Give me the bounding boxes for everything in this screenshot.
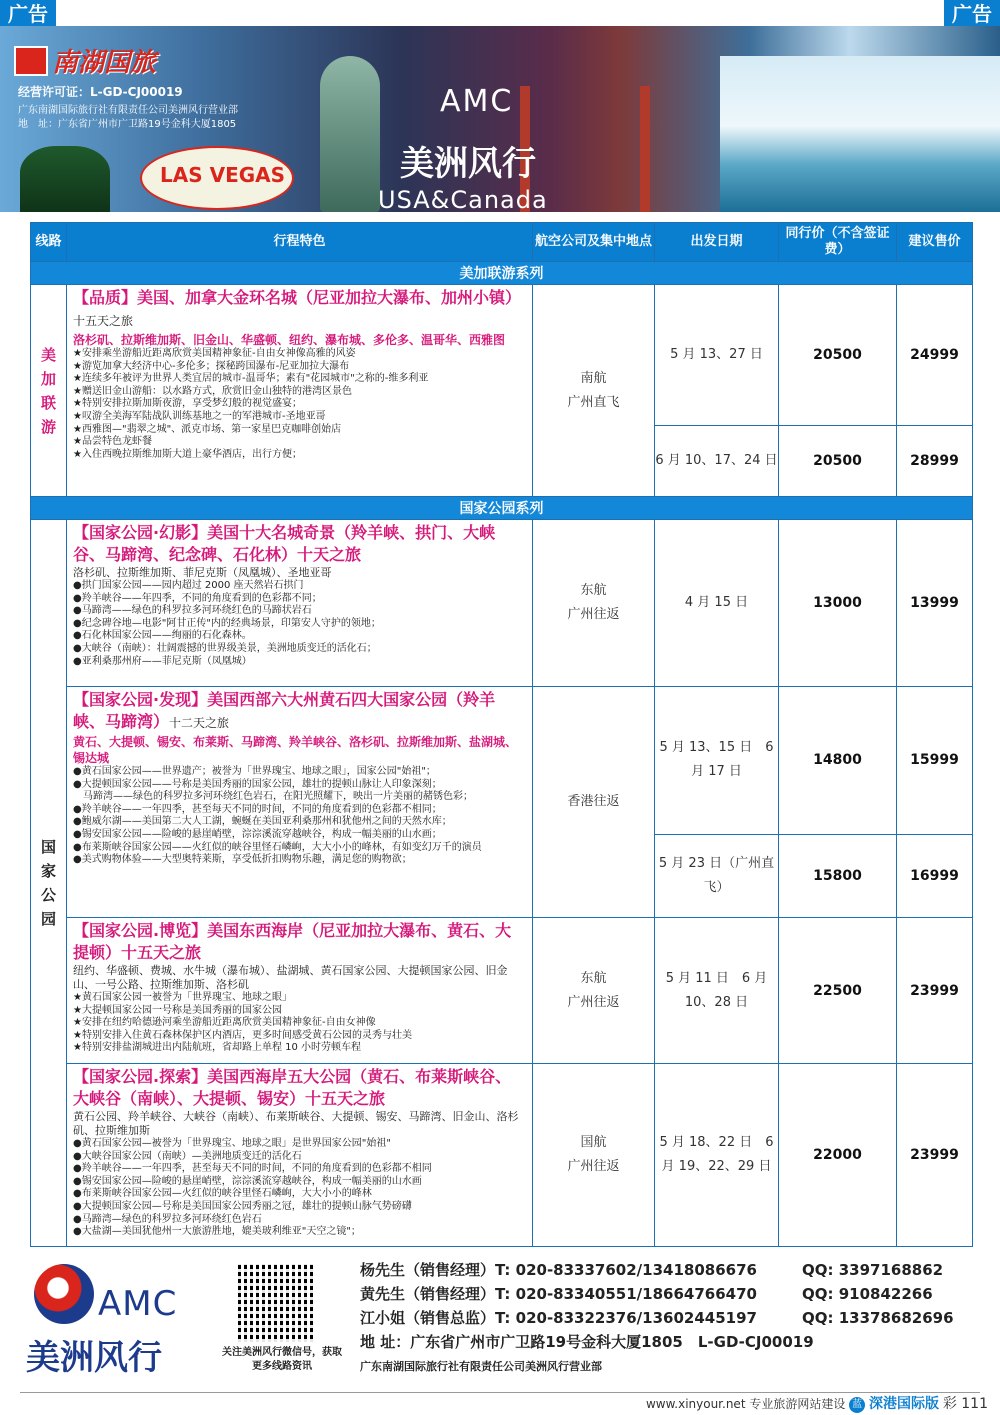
trip-bullet: ●美式购物体验——大型奥特莱斯，享受低折扣购物乐趣，满足您的购物欲；: [73, 854, 412, 866]
ad-label-right: 广告: [944, 0, 1000, 28]
sale-price: 24999: [897, 285, 973, 426]
header-route: 线路: [31, 223, 67, 262]
trip-bullet: ●羚羊峡谷——年四季，不同的角度看到的色彩都不同；: [73, 592, 322, 604]
trip-bullets: [73, 580, 526, 668]
route-cell: 美加联游: [31, 285, 67, 497]
footer-company: 广东南湖国际旅行社有限责任公司美洲风行营业部: [360, 1360, 602, 1373]
trip-bullets: [73, 1138, 526, 1239]
trip-bullet: ●亚利桑那州府——菲尼克斯（凤凰城）: [73, 655, 252, 667]
header-airline: 航空公司及集中地点: [533, 223, 655, 262]
amc-logo-text: AMC: [440, 84, 514, 119]
trip-bullets: [73, 992, 526, 1055]
amc-footer-text: AMC: [98, 1284, 178, 1324]
peer-price: 13000: [779, 520, 897, 687]
trip-bullet: ★特别安排盐湖城进出内陆航班，省却路上单程 10 小时劳顿车程: [73, 1042, 362, 1054]
trip-bullet: ●羚羊峡谷——一年四季，甚至每天不同的时间，不同的角度看到的色彩都不相同: [73, 1163, 432, 1175]
trip-bullet: ★叹游全美海军陆战队训练基地之一的军港城市-圣地亚哥: [73, 410, 326, 422]
trip-bullet: ●锡安国家公园——险峻的悬崖峭壁，淙淙溪流穿越峡谷，构成一幅美丽的山水画；: [73, 828, 442, 840]
series-title: 美加联游系列: [31, 262, 973, 285]
trip-bullet: ★品尝特色龙虾餐: [73, 436, 152, 448]
header-banner: [0, 26, 1000, 212]
contact-row: 江小姐（销售总监）T: 020-83322376/13602445197 QQ: 13378682696: [360, 1309, 954, 1327]
departure-date: 6 月 10、17、24 日: [655, 425, 779, 496]
departure-date: 5 月 13、27 日: [655, 285, 779, 426]
peer-price: 20500: [779, 425, 897, 496]
wechat-qr-code[interactable]: [238, 1264, 316, 1342]
table-row: [31, 687, 973, 835]
table-row: [31, 1064, 973, 1247]
trip-bullet: ●大提顿国家公园——号称是美国秀丽的国家公园，雄壮的提顿山脉让人印象深刻；: [73, 778, 442, 790]
trip-bullets: [73, 348, 526, 461]
sale-price: 16999: [897, 834, 973, 917]
trip-features: [67, 1064, 533, 1247]
edition-name: 深港国际版: [869, 1396, 939, 1412]
page-footer: [646, 1395, 988, 1413]
trip-features: [67, 285, 533, 497]
departure-date: 5 月 13、15 日 6 月 17 日: [655, 687, 779, 835]
qr-caption: 关注美洲风行微信号，获取更多线路资讯: [222, 1347, 342, 1372]
contact-footer: [0, 1250, 1000, 1390]
peer-price: 15800: [779, 834, 897, 917]
peer-price: 22500: [779, 918, 897, 1064]
las-vegas-text: LAS VEGAS: [160, 163, 286, 187]
nanhu-logo-icon: [14, 46, 48, 76]
airline-cell: 南航 广州直飞: [533, 285, 655, 497]
trip-bullet: ●大峡谷国家公园（南峡）—美洲地质变迁的活化石: [73, 1150, 302, 1162]
series-title: 国家公园系列: [31, 497, 973, 520]
trip-bullet: ★入住西晚拉斯维加斯大道上豪华酒店，出行方便；: [73, 448, 302, 460]
trip-bullet: ★黄石国家公园一被誉为「世界瑰宝、地球之眼」: [73, 992, 292, 1003]
amc-footer-chinese: 美洲风行: [26, 1338, 162, 1378]
niagara-falls-image: [720, 56, 1000, 212]
trip-bullet: ●布莱斯峡谷国家公园—火红似的峡谷里怪石嶙峋，大大小小的峰林: [73, 1188, 372, 1200]
peer-price: 14800: [779, 687, 897, 835]
trip-title: 【国家公园·幻影】美国十大名城奇景（羚羊峡、拱门、大峡谷、马蹄湾、纪念碑、石化林）十天之旅: [73, 523, 496, 564]
series-row-us-canada: [31, 262, 973, 285]
trip-bullet: ●石化林国家公园——绚丽的石化森林。: [73, 630, 252, 642]
bottom-divider: [20, 1392, 980, 1393]
lan-badge-icon: 蓝: [849, 1397, 865, 1413]
trip-bullet: ●布莱斯峡谷国家公园——火红似的峡谷里怪石嶙峋，大大小小的峰林，有如变幻万千的演员: [73, 841, 482, 853]
banner-company: 广东南湖国际旅行社有限责任公司美洲风行营业部: [18, 105, 238, 116]
trip-bullet: ●鲍威尔湖——美国第二大人工湖，蜿蜒在美国亚利桑那州和犹他州之间的天然水库；: [73, 816, 452, 828]
trip-bullet: ★大提顿国家公园一号称是美国秀丽的国家公园: [73, 1004, 282, 1016]
contact-list: [360, 1258, 980, 1374]
nanhu-logo: [14, 40, 164, 78]
departure-date: 5 月 23 日（广州直飞）: [655, 834, 779, 917]
airline-cell: 国航 广州往返: [533, 1064, 655, 1247]
trip-cities: 洛杉矶、拉斯维加斯、菲尼克斯（凤凰城）、圣地亚哥: [73, 566, 332, 579]
sale-price: 13999: [897, 520, 973, 687]
airline-cell: 香港往返: [533, 687, 655, 918]
departure-date: 4 月 15 日: [655, 520, 779, 687]
page-number: 彩 111: [942, 1396, 988, 1412]
trip-bullet: ●纪念碑谷地—电影"阿甘正传"内的经典场景，印第安人守护的领地；: [73, 617, 381, 629]
trip-bullet: ★赠送旧金山游船：以水路方式，欣赏旧金山独特的港湾区景色: [73, 385, 352, 397]
sale-price: 15999: [897, 687, 973, 835]
table-header-row: [31, 223, 973, 262]
airline-cell: 东航 广州往返: [533, 520, 655, 687]
trip-bullet: ★特别安排入住黄石森林保护区内酒店，更多时间感受黄石公园的灵秀与壮美: [73, 1029, 412, 1041]
amc-emblem-icon: [34, 1264, 94, 1324]
table-row: [31, 520, 973, 687]
trip-features: [67, 687, 533, 918]
trip-title: 【国家公园.探索】美国西海岸五大公园（黄石、布莱斯峡谷、大峡谷（南峡）、大提顿、锡安）十五天之旅: [73, 1067, 512, 1108]
trip-bullet: ●大峡谷（南峡）：壮阔震撼的世界级美景，美洲地质变迁的活化石；: [73, 642, 377, 654]
contact-row: 黄先生（销售经理）T: 020-83340551/18664766470 QQ: 910842266: [360, 1285, 933, 1303]
trip-features: [67, 520, 533, 687]
airline-cell: 东航 广州往返: [533, 918, 655, 1064]
website-link[interactable]: www.xinyour.net 专业旅游网站建设: [645, 1397, 846, 1411]
trip-title: 【国家公园.博览】美国东西海岸（尼亚加拉大瀑布、黄石、大提顿）十五天之旅: [73, 921, 512, 962]
departure-date: 5 月 11 日 6 月 10、28 日: [655, 918, 779, 1064]
header-date: 出发日期: [655, 223, 779, 262]
nanhu-brand: 南湖国旅: [52, 48, 157, 78]
trip-bullets: [73, 766, 526, 867]
trip-title: 【品质】美国、加拿大金环名城（尼亚加拉大瀑布、加州小镇）十五天之旅: [73, 288, 522, 328]
trip-bullet: ●黄石国家公园——世界遗产；被誉为「世界瑰宝、地球之眼」，国家公园"始祖"；: [73, 766, 436, 777]
departure-date: 5 月 18、22 日 6 月 19、22、29 日: [655, 1064, 779, 1247]
trip-cities: 洛杉矶、拉斯维加斯、旧金山、华盛顿、纽约、瀑布城、多伦多、温哥华、西雅图: [73, 333, 506, 347]
table-row: [31, 285, 973, 426]
ad-label-left: 广告: [0, 0, 56, 28]
table-row: [31, 918, 973, 1064]
trip-cities: 黄石公园、羚羊峡谷、大峡谷（南峡）、布莱斯峡谷、大提顿、锡安、马蹄湾、旧金山、洛杉矶、拉斯维加斯: [73, 1110, 519, 1137]
trip-features: [67, 918, 533, 1064]
header-peer-price: 同行价（不含签证费）: [779, 223, 897, 262]
contact-address: 地 址：广东省广州市广卫路19号金科大厦1805 L-GD-CJ00019: [360, 1333, 814, 1351]
statue-of-liberty-image: [320, 56, 380, 212]
trip-bullet: ★西雅图—"翡翠之城"、派克市场、第一家星巴克咖啡创始店: [73, 423, 342, 435]
palm-trees-image: [20, 146, 110, 212]
trip-bullet: ●大提顿国家公园—号称是美国国家公园秀丽之冠，雄壮的提顿山脉气势磅礴: [73, 1200, 412, 1212]
amc-footer-logo: [20, 1258, 210, 1378]
trip-bullet: ●锡安国家公园—险峻的悬崖峭壁，淙淙溪流穿越峡谷，构成一幅美丽的山水画: [73, 1175, 422, 1187]
sale-price: 28999: [897, 425, 973, 496]
peer-price: 20500: [779, 285, 897, 426]
amc-chinese-name: 美洲风行: [400, 144, 536, 184]
sale-price: 23999: [897, 1064, 973, 1247]
banner-address: 地 址：广东省广州市广卫路19号金科大厦1805: [18, 119, 237, 130]
trip-bullet: ●黄石国家公园—被誉为「世界瑰宝、地球之眼」是世界国家公园"始祖": [73, 1138, 391, 1149]
banner-company-info: [18, 104, 298, 132]
trip-bullet: ●拱门国家公园——园内超过 2000 座天然岩石拱门: [73, 580, 304, 591]
header-sale-price: 建议售价: [897, 223, 973, 262]
trip-cities: 纽约、华盛顿、费城、水牛城（瀑布城）、盐湖城、黄石国家公园、大提顿国家公园、旧金山、一号公路、拉斯维加斯、洛杉矶: [73, 964, 508, 991]
trip-bullet: ★连续多年被评为世界人类宜居的城市-温哥华；素有"花园城市"之称的-维多利亚: [73, 373, 429, 385]
trip-bullet: 马蹄湾——绿色的科罗拉多河环绕红色岩石，在阳光照耀下，映出一片美丽的赭锈色彩；: [73, 791, 473, 803]
trip-bullet: ★安排在纽约哈德逊河乘坐游船近距离欣赏美国精神象征-自由女神像: [73, 1017, 376, 1029]
header-features: 行程特色: [67, 223, 533, 262]
series-row-national-park: [31, 497, 973, 520]
trip-cities: 黄石、大提顿、锡安、布莱斯、马蹄湾、羚羊峡谷、洛杉矶、拉斯维加斯、盐湖城、锡达城: [73, 735, 518, 765]
trip-title: 【国家公园·发现】美国西部六大州黄石四大国家公园（羚羊峡、马蹄湾）十二天之旅: [73, 690, 496, 731]
trip-bullet: ★游览加拿大经济中心-多伦多；探秘跨国瀑布-尼亚加拉大瀑布: [73, 360, 350, 372]
trip-bullet: ★特别安排拉斯加斯夜游，享受梦幻般的视觉盛宴；: [73, 398, 302, 410]
itinerary-table: [30, 222, 973, 1247]
trip-bullet: ●马蹄湾——绿色的科罗拉多河环绕红色的马蹄状岩石: [73, 605, 312, 617]
sale-price: 23999: [897, 918, 973, 1064]
peer-price: 22000: [779, 1064, 897, 1247]
trip-bullet: ●马蹄湾—绿色的科罗拉多河环绕红色岩石: [73, 1213, 262, 1225]
license-number: 经营许可证：L-GD-CJ00019: [18, 85, 183, 99]
route-cell: 国家公园: [31, 520, 67, 1247]
contact-row: 杨先生（销售经理）T: 020-83337602/13418086676 QQ: 3397168862: [360, 1261, 944, 1279]
amc-english-name: USA&Canada: [378, 186, 548, 212]
trip-bullet: ●羚羊峡谷——一年四季，甚至每天不同的时间，不同的角度看到的色彩都不相同；: [73, 803, 442, 815]
trip-bullet: ★安排乘坐游船近距离欣赏美国精神象征-自由女神像高雅的风姿: [73, 348, 356, 359]
trip-bullet: ●大盐湖—美国犹他州一大旅游胜地，媲美玻利维亚"天空之镜"；: [73, 1226, 361, 1238]
